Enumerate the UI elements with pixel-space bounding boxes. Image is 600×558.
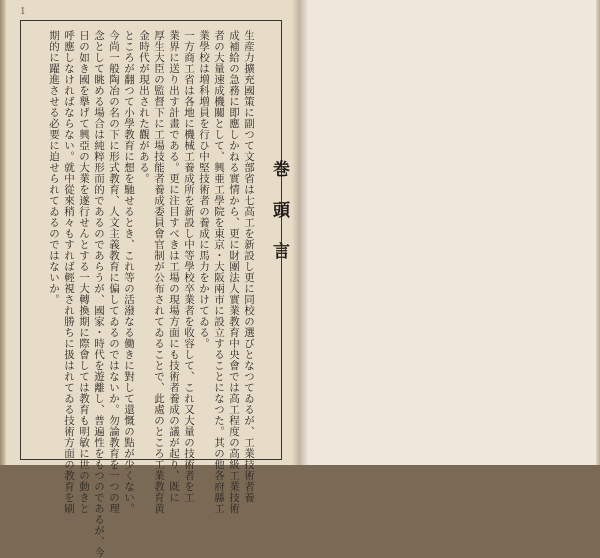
- text-column: 者の大量速成機關として、興亜工學院を東京・大阪兩市に設立することになつた。其の他各府縣工: [213, 30, 225, 514]
- book-gutter: [292, 0, 308, 465]
- text-column: 金時代が現出された觀がある。: [138, 30, 150, 184]
- right-page-blank: [300, 0, 600, 465]
- page-edge-left: [0, 0, 6, 465]
- text-column: ところが翻つて小學教育に想を馳せるとき、これ等の活潑なる働きに對して還慨の點が少くない。: [123, 30, 135, 514]
- text-column: 期的に躍進させる必要に迫せられてゐるのではないか。: [48, 30, 60, 305]
- page-number: 1: [20, 7, 26, 17]
- text-column: 念として眺める場合は純粹形而的であるのであらうが、國家・時代を遊離し、普遍性をもつのであるが、今: [93, 30, 105, 558]
- text-column: 今尚一般陶冶の名の下に形式教育、人文主義教育に偏してゐるのではないか。勿論教育を一つの理: [108, 30, 120, 514]
- page-edge-right: [596, 0, 600, 465]
- text-column: 日の如き國を擧げて興亞の大業を遂行せんとする一大轉換期に際會しては教育も明敏に世の動きと: [78, 30, 90, 514]
- text-column: 業界に送り出す計畫である。更に注目すべきは工場の現場方面にも技術者養成の議が起り、既に: [168, 30, 180, 503]
- text-column: 業學校は増科増員を行ひ中堅技術者の養成に馬力をかけてゐる。: [198, 30, 210, 349]
- text-column: 一方商工省は各地に機械工養成所を新設し中等學校卒業者を收容して、これ又大量の技術者を工: [183, 30, 195, 503]
- text-column: 呼應しなければならない。就中從來稍々もすれば輕視され勝ちに扱はれてゐる技術方面の教育を刷: [63, 30, 75, 514]
- page-heading: 巻頭言: [269, 160, 289, 283]
- text-column: 厚生大臣の監督下に工場技能者養成委員會官制が公布されてゐることで、此處のところ工業教育黄: [153, 30, 165, 514]
- text-area: [30, 30, 289, 558]
- text-column: 生産力擴充國策に副つて文部省は七高工を新設し更に同校の選びとなつてゐるが、工業技術者養: [243, 30, 255, 503]
- text-column: 成補給の急務に即應しかねる實情から、更に財團法人實業教育中央會では高工程度の高級工業技術: [228, 30, 240, 514]
